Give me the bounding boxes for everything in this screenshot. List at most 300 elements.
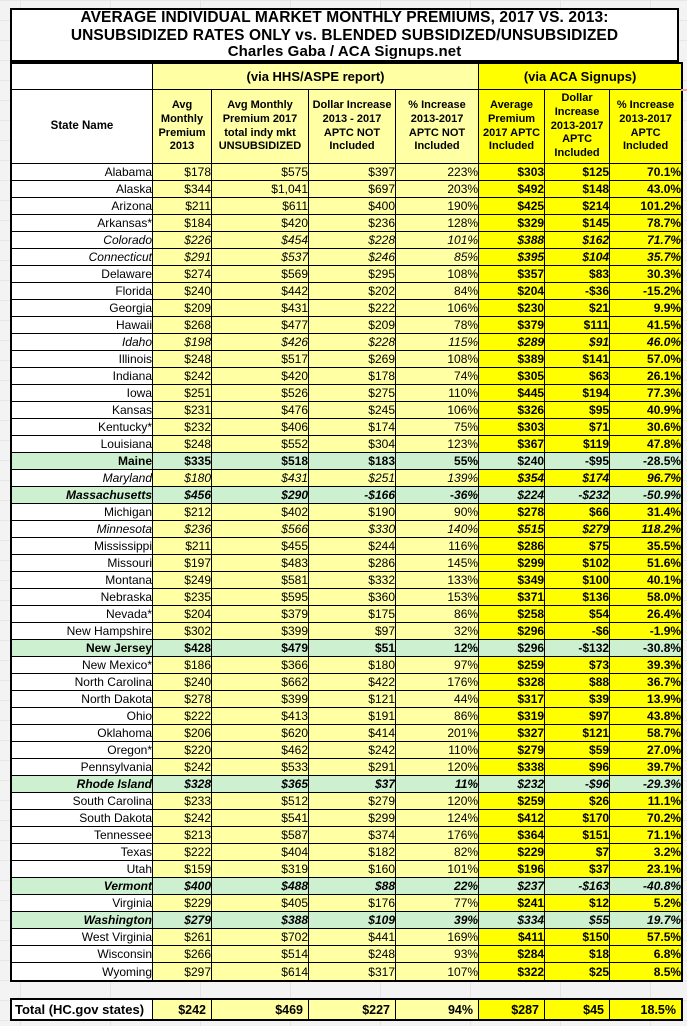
state-cell: Utah xyxy=(12,861,153,878)
value-cell: $240 xyxy=(479,453,545,470)
value-cell: $330 xyxy=(309,521,396,538)
value-cell: 107% xyxy=(396,963,479,980)
value-cell: $296 xyxy=(479,623,545,640)
value-cell: $595 xyxy=(212,589,309,606)
value-cell: $441 xyxy=(309,929,396,946)
value-cell: $211 xyxy=(153,538,212,555)
state-cell: Missouri xyxy=(12,555,153,572)
value-cell: $367 xyxy=(479,436,545,453)
value-cell: 43.0% xyxy=(610,181,681,198)
column-header-premium-2017-aptc: Average Premium 2017 APTC Included xyxy=(479,90,545,164)
column-header-dollar-increase-aptc: Dollar Increase 2013-2017 APTC Included xyxy=(545,90,610,164)
state-cell: Georgia xyxy=(12,300,153,317)
value-cell: 46.0% xyxy=(610,334,681,351)
column-header-row xyxy=(12,90,681,164)
value-cell: $266 xyxy=(153,946,212,963)
value-cell: $180 xyxy=(153,470,212,487)
state-cell: Rhode Island xyxy=(12,776,153,793)
value-cell: 133% xyxy=(396,572,479,589)
value-cell: 139% xyxy=(396,470,479,487)
state-cell: Virginia xyxy=(12,895,153,912)
value-cell: $174 xyxy=(545,470,610,487)
value-cell: $75 xyxy=(545,538,610,555)
value-cell: $399 xyxy=(212,623,309,640)
table-row xyxy=(12,640,681,657)
value-cell: 23.1% xyxy=(610,861,681,878)
value-cell: 57.0% xyxy=(610,351,681,368)
table-row xyxy=(12,351,681,368)
value-cell: $220 xyxy=(153,742,212,759)
value-cell: $566 xyxy=(212,521,309,538)
table-row xyxy=(12,623,681,640)
value-cell: -50.9% xyxy=(610,487,681,504)
value-cell: 74% xyxy=(396,368,479,385)
table-row xyxy=(12,725,681,742)
value-cell: $404 xyxy=(212,844,309,861)
value-cell: $379 xyxy=(479,317,545,334)
value-cell: 26.4% xyxy=(610,606,681,623)
value-cell: 128% xyxy=(396,215,479,232)
table-row xyxy=(12,759,681,776)
value-cell: $303 xyxy=(479,164,545,181)
value-cell: $180 xyxy=(309,657,396,674)
value-cell: $7 xyxy=(545,844,610,861)
value-cell: 85% xyxy=(396,249,479,266)
value-cell: 190% xyxy=(396,198,479,215)
table-row xyxy=(12,572,681,589)
value-cell: $261 xyxy=(153,929,212,946)
value-cell: $214 xyxy=(545,198,610,215)
value-cell: $71 xyxy=(545,419,610,436)
value-cell: $258 xyxy=(479,606,545,623)
value-cell: $125 xyxy=(545,164,610,181)
table-row xyxy=(12,198,681,215)
value-cell: $445 xyxy=(479,385,545,402)
state-cell: Mississippi xyxy=(12,538,153,555)
value-cell: $97 xyxy=(309,623,396,640)
value-cell: $569 xyxy=(212,266,309,283)
value-cell: 31.4% xyxy=(610,504,681,521)
value-cell: $349 xyxy=(479,572,545,589)
value-cell: $96 xyxy=(545,759,610,776)
value-cell: 12% xyxy=(396,640,479,657)
state-cell: Hawaii xyxy=(12,317,153,334)
value-cell: $26 xyxy=(545,793,610,810)
table-row xyxy=(12,844,681,861)
value-cell: -$232 xyxy=(545,487,610,504)
value-cell: $222 xyxy=(153,708,212,725)
table-row xyxy=(12,861,681,878)
total-value-cell: $227 xyxy=(309,1000,396,1019)
value-cell: $190 xyxy=(309,504,396,521)
value-cell: $537 xyxy=(212,249,309,266)
value-cell: 27.0% xyxy=(610,742,681,759)
value-cell: $237 xyxy=(479,878,545,895)
value-cell: $12 xyxy=(545,895,610,912)
total-value-cell: $242 xyxy=(153,1000,212,1019)
value-cell: 118.2% xyxy=(610,521,681,538)
table-row xyxy=(12,232,681,249)
value-cell: 169% xyxy=(396,929,479,946)
value-cell: $587 xyxy=(212,827,309,844)
value-cell: 11% xyxy=(396,776,479,793)
value-cell: -1.9% xyxy=(610,623,681,640)
value-cell: -$36 xyxy=(545,283,610,300)
table-row xyxy=(12,674,681,691)
value-cell: -$96 xyxy=(545,776,610,793)
value-cell: $170 xyxy=(545,810,610,827)
value-cell: $222 xyxy=(309,300,396,317)
value-cell: $159 xyxy=(153,861,212,878)
value-cell: 9.9% xyxy=(610,300,681,317)
table-row xyxy=(12,606,681,623)
state-cell: Tennessee xyxy=(12,827,153,844)
value-cell: $492 xyxy=(479,181,545,198)
value-cell: 153% xyxy=(396,589,479,606)
value-cell: 84% xyxy=(396,283,479,300)
table-row xyxy=(12,691,681,708)
table-row xyxy=(12,555,681,572)
column-header-pct-increase-aptc: % Increase 2013-2017 APTC Included xyxy=(610,90,681,164)
value-cell: 39.7% xyxy=(610,759,681,776)
value-cell: 124% xyxy=(396,810,479,827)
value-cell: $232 xyxy=(153,419,212,436)
value-cell: $248 xyxy=(153,351,212,368)
value-cell: $160 xyxy=(309,861,396,878)
value-cell: $37 xyxy=(309,776,396,793)
value-cell: $388 xyxy=(479,232,545,249)
value-cell: $202 xyxy=(309,283,396,300)
state-cell: Nevada* xyxy=(12,606,153,623)
value-cell: $420 xyxy=(212,368,309,385)
value-cell: 47.8% xyxy=(610,436,681,453)
value-cell: $25 xyxy=(545,963,610,980)
value-cell: 39% xyxy=(396,912,479,929)
value-cell: 43.8% xyxy=(610,708,681,725)
value-cell: $275 xyxy=(309,385,396,402)
state-cell: West Virginia xyxy=(12,929,153,946)
value-cell: $296 xyxy=(479,640,545,657)
value-cell: 203% xyxy=(396,181,479,198)
state-cell: Connecticut xyxy=(12,249,153,266)
value-cell: $184 xyxy=(153,215,212,232)
table-row xyxy=(12,793,681,810)
value-cell: $279 xyxy=(545,521,610,538)
value-cell: $174 xyxy=(309,419,396,436)
value-cell: $278 xyxy=(153,691,212,708)
value-cell: 22% xyxy=(396,878,479,895)
value-cell: $541 xyxy=(212,810,309,827)
value-cell: 5.2% xyxy=(610,895,681,912)
value-cell: $319 xyxy=(212,861,309,878)
value-cell: $59 xyxy=(545,742,610,759)
value-cell: $614 xyxy=(212,963,309,980)
table-title-block xyxy=(10,8,679,62)
value-cell: $326 xyxy=(479,402,545,419)
value-cell: 58.0% xyxy=(610,589,681,606)
table-row xyxy=(12,453,681,470)
value-cell: $291 xyxy=(153,249,212,266)
value-cell: 70.2% xyxy=(610,810,681,827)
value-cell: $290 xyxy=(212,487,309,504)
value-cell: $279 xyxy=(309,793,396,810)
value-cell: $95 xyxy=(545,402,610,419)
column-header-state: State Name xyxy=(12,90,153,164)
value-cell: 116% xyxy=(396,538,479,555)
value-cell: 106% xyxy=(396,300,479,317)
value-cell: $431 xyxy=(212,470,309,487)
state-cell: Nebraska xyxy=(12,589,153,606)
table-row xyxy=(12,657,681,674)
state-cell: Vermont xyxy=(12,878,153,895)
value-cell: $304 xyxy=(309,436,396,453)
value-cell: $552 xyxy=(212,436,309,453)
state-cell: Michigan xyxy=(12,504,153,521)
table-row xyxy=(12,368,681,385)
value-cell: 201% xyxy=(396,725,479,742)
value-cell: -30.8% xyxy=(610,640,681,657)
value-cell: -40.8% xyxy=(610,878,681,895)
value-cell: $422 xyxy=(309,674,396,691)
value-cell: $206 xyxy=(153,725,212,742)
state-cell: Ohio xyxy=(12,708,153,725)
value-cell: $88 xyxy=(309,878,396,895)
value-cell: 57.5% xyxy=(610,929,681,946)
value-cell: $344 xyxy=(153,181,212,198)
value-cell: $274 xyxy=(153,266,212,283)
value-cell: $279 xyxy=(479,742,545,759)
value-cell: $151 xyxy=(545,827,610,844)
state-cell: Kansas xyxy=(12,402,153,419)
value-cell: $334 xyxy=(479,912,545,929)
spreadsheet xyxy=(10,8,682,1021)
value-cell: 6.8% xyxy=(610,946,681,963)
table-row xyxy=(12,810,681,827)
value-cell: $259 xyxy=(479,657,545,674)
value-cell: $136 xyxy=(545,589,610,606)
value-cell: 3.2% xyxy=(610,844,681,861)
value-cell: $428 xyxy=(153,640,212,657)
value-cell: $299 xyxy=(309,810,396,827)
table-row xyxy=(12,742,681,759)
value-cell: $91 xyxy=(545,334,610,351)
value-cell: 120% xyxy=(396,759,479,776)
value-cell: $291 xyxy=(309,759,396,776)
table-row xyxy=(12,334,681,351)
value-cell: $411 xyxy=(479,929,545,946)
value-cell: $322 xyxy=(479,963,545,980)
value-cell: $248 xyxy=(309,946,396,963)
value-cell: $389 xyxy=(479,351,545,368)
column-header-premium-2017-unsub: Avg Monthly Premium 2017 total indy mkt UNSUBSIDIZED xyxy=(212,90,309,164)
state-cell: Pennsylvania xyxy=(12,759,153,776)
value-cell: $197 xyxy=(153,555,212,572)
value-cell: $176 xyxy=(309,895,396,912)
state-cell: Delaware xyxy=(12,266,153,283)
value-cell: 40.9% xyxy=(610,402,681,419)
value-cell: $400 xyxy=(153,878,212,895)
table-row xyxy=(12,402,681,419)
value-cell: $395 xyxy=(479,249,545,266)
state-cell: North Dakota xyxy=(12,691,153,708)
value-cell: $242 xyxy=(153,759,212,776)
value-cell: -$95 xyxy=(545,453,610,470)
value-cell: $366 xyxy=(212,657,309,674)
value-cell: $414 xyxy=(309,725,396,742)
value-cell: $268 xyxy=(153,317,212,334)
value-cell: $426 xyxy=(212,334,309,351)
state-cell: Washington xyxy=(12,912,153,929)
value-cell: 176% xyxy=(396,674,479,691)
value-cell: $405 xyxy=(212,895,309,912)
value-cell: $400 xyxy=(309,198,396,215)
table-row xyxy=(12,215,681,232)
value-cell: $175 xyxy=(309,606,396,623)
value-cell: $278 xyxy=(479,504,545,521)
value-cell: $141 xyxy=(545,351,610,368)
value-cell: 223% xyxy=(396,164,479,181)
value-cell: $121 xyxy=(545,725,610,742)
value-cell: $297 xyxy=(153,963,212,980)
table-row xyxy=(12,249,681,266)
total-table xyxy=(10,998,683,1021)
state-cell: Iowa xyxy=(12,385,153,402)
value-cell: $317 xyxy=(309,963,396,980)
spacer-row xyxy=(10,982,679,998)
value-cell: $222 xyxy=(153,844,212,861)
value-cell: $374 xyxy=(309,827,396,844)
value-cell: 13.9% xyxy=(610,691,681,708)
value-cell: 145% xyxy=(396,555,479,572)
value-cell: 97% xyxy=(396,657,479,674)
value-cell: -36% xyxy=(396,487,479,504)
title-line-2: UNSUBSIDIZED RATES ONLY vs. BLENDED SUBSIDIZED/UNSUBSIDIZED xyxy=(70,26,619,44)
value-cell: $63 xyxy=(545,368,610,385)
value-cell: $39 xyxy=(545,691,610,708)
value-cell: $518 xyxy=(212,453,309,470)
value-cell: 8.5% xyxy=(610,963,681,980)
value-cell: $100 xyxy=(545,572,610,589)
table-row xyxy=(12,912,681,929)
state-cell: New Jersey xyxy=(12,640,153,657)
state-cell: Minnesota xyxy=(12,521,153,538)
value-cell: $425 xyxy=(479,198,545,215)
value-cell: $97 xyxy=(545,708,610,725)
value-cell: 77.3% xyxy=(610,385,681,402)
table-row xyxy=(12,929,681,946)
group-header-blank xyxy=(12,64,153,90)
value-cell: $299 xyxy=(479,555,545,572)
value-cell: 123% xyxy=(396,436,479,453)
value-cell: $332 xyxy=(309,572,396,589)
state-cell: Kentucky* xyxy=(12,419,153,436)
value-cell: 35.5% xyxy=(610,538,681,555)
value-cell: $226 xyxy=(153,232,212,249)
state-cell: Wisconsin xyxy=(12,946,153,963)
value-cell: $119 xyxy=(545,436,610,453)
value-cell: $229 xyxy=(479,844,545,861)
value-cell: $228 xyxy=(309,334,396,351)
value-cell: $109 xyxy=(309,912,396,929)
state-cell: Alabama xyxy=(12,164,153,181)
value-cell: $338 xyxy=(479,759,545,776)
value-cell: 110% xyxy=(396,385,479,402)
table-row xyxy=(12,266,681,283)
state-rows xyxy=(12,164,681,980)
total-value-cell: 18.5% xyxy=(610,1000,681,1019)
value-cell: $402 xyxy=(212,504,309,521)
value-cell: $515 xyxy=(479,521,545,538)
state-cell: Louisiana xyxy=(12,436,153,453)
value-cell: $246 xyxy=(309,249,396,266)
value-cell: $488 xyxy=(212,878,309,895)
value-cell: -$6 xyxy=(545,623,610,640)
value-cell: $399 xyxy=(212,691,309,708)
value-cell: 58.7% xyxy=(610,725,681,742)
value-cell: 110% xyxy=(396,742,479,759)
value-cell: $55 xyxy=(545,912,610,929)
state-cell: Montana xyxy=(12,572,153,589)
state-cell: Texas xyxy=(12,844,153,861)
value-cell: $211 xyxy=(153,198,212,215)
state-cell: Oklahoma xyxy=(12,725,153,742)
value-cell: 101% xyxy=(396,861,479,878)
value-cell: 120% xyxy=(396,793,479,810)
value-cell: $235 xyxy=(153,589,212,606)
value-cell: $455 xyxy=(212,538,309,555)
value-cell: $186 xyxy=(153,657,212,674)
state-cell: Illinois xyxy=(12,351,153,368)
group-header-hhs: (via HHS/ASPE report) xyxy=(153,64,479,90)
table-row xyxy=(12,504,681,521)
column-header-dollar-increase-no-aptc: Dollar Increase 2013 - 2017 APTC NOT Included xyxy=(309,90,396,164)
value-cell: $148 xyxy=(545,181,610,198)
value-cell: $329 xyxy=(479,215,545,232)
table-row xyxy=(12,827,681,844)
total-label: Total (HC.gov states) xyxy=(12,1000,153,1019)
title-line-1: AVERAGE INDIVIDUAL MARKET MONTHLY PREMIUMS, 2017 VS. 2013: xyxy=(80,9,609,27)
value-cell: $233 xyxy=(153,793,212,810)
total-value-cell: $287 xyxy=(479,1000,545,1019)
value-cell: 71.1% xyxy=(610,827,681,844)
value-cell: 70.1% xyxy=(610,164,681,181)
value-cell: $18 xyxy=(545,946,610,963)
table-row xyxy=(12,300,681,317)
value-cell: $476 xyxy=(212,402,309,419)
value-cell: $327 xyxy=(479,725,545,742)
total-value-cell: $45 xyxy=(545,1000,610,1019)
value-cell: 140% xyxy=(396,521,479,538)
table-row xyxy=(12,538,681,555)
value-cell: $191 xyxy=(309,708,396,725)
value-cell: $259 xyxy=(479,793,545,810)
value-cell: $454 xyxy=(212,232,309,249)
value-cell: 30.3% xyxy=(610,266,681,283)
value-cell: 108% xyxy=(396,266,479,283)
value-cell: $412 xyxy=(479,810,545,827)
state-cell: North Carolina xyxy=(12,674,153,691)
value-cell: $269 xyxy=(309,351,396,368)
value-cell: $360 xyxy=(309,589,396,606)
value-cell: $145 xyxy=(545,215,610,232)
value-cell: $575 xyxy=(212,164,309,181)
value-cell: -28.5% xyxy=(610,453,681,470)
value-cell: -$163 xyxy=(545,878,610,895)
column-header-premium-2013: Avg Monthly Premium 2013 xyxy=(153,90,212,164)
value-cell: 86% xyxy=(396,606,479,623)
value-cell: $289 xyxy=(479,334,545,351)
value-cell: $397 xyxy=(309,164,396,181)
